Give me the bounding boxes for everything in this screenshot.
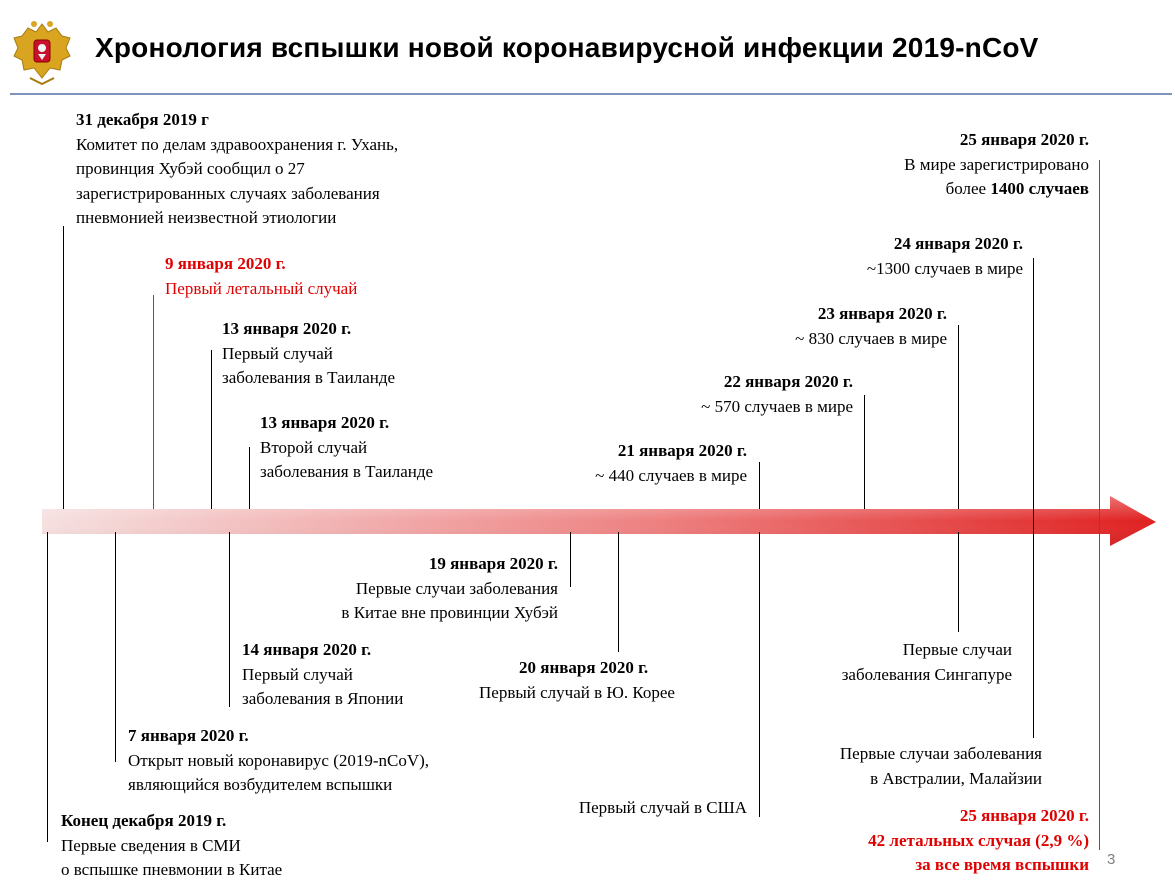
event-text: заболевания Сингапуре [841,664,1012,684]
event-date: 25 января 2020 г. [959,806,1089,825]
event-text: о вспышке пневмонии в Китае [61,860,283,879]
event-jan25-deaths [868,804,1089,878]
page-number: 3 [1107,851,1116,868]
event-text: Второй случай [260,437,368,457]
connector-line-red [1099,160,1100,850]
event-text-bold: 1400 случаев [990,179,1089,198]
event-jan14 [242,638,403,712]
event-jan24 [867,232,1023,281]
connector-line [249,447,250,509]
event-date: 20 января 2020 г. [519,658,649,677]
event-jan22 [701,370,853,419]
event-usa [579,796,747,821]
event-singapore [842,638,1012,687]
event-text: пневмонией неизвестной этиологии [76,208,337,227]
event-text: ~ 440 случаев в мире [595,465,747,485]
event-text: Первые случаи [902,640,1012,659]
event-text: Первый случай [242,664,353,684]
event-text: заболевания в Японии [242,689,404,708]
event-date: 14 января 2020 г. [242,640,372,659]
event-date: 25 января 2020 г. [959,130,1089,149]
connector-line [115,532,116,762]
event-text: Первые случаи заболевания [839,744,1042,763]
event-text [904,177,1089,202]
coat-of-arms-icon [10,18,74,86]
event-jan9 [165,252,357,301]
connector-line [618,532,619,652]
event-date: 21 января 2020 г. [617,441,747,460]
event-jan7 [128,724,429,798]
event-late-dec [61,809,282,883]
timeline-arrow [38,496,1158,548]
event-jan23 [795,302,947,351]
event-text: Комитет по делам здравоохранения г. Ухань, [76,134,399,154]
event-text: за все время вспышки [915,855,1089,874]
connector-line [570,532,571,587]
event-jan13-second [260,411,433,485]
event-text: являющийся возбудителем вспышки [128,775,393,794]
event-text: провинция Хубэй сообщил о 27 [76,159,305,178]
event-text: в Австралии, Малайзии [870,768,1042,788]
event-text: ~1300 случаев в мире [866,258,1023,278]
event-date: Конец декабря 2019 г. [61,811,227,830]
connector-line [63,226,64,509]
event-text: 42 летальных случая (2,9 %) [868,830,1089,850]
title-divider [10,93,1172,95]
event-text: Открыт новый коронавирус (2019-nCoV), [128,750,430,770]
event-text: Первый случай [222,343,333,363]
event-dec31 [76,108,398,231]
event-text: заболевания в Таиланде [222,368,396,387]
connector-line [958,325,959,509]
event-date: 22 января 2020 г. [723,372,853,391]
event-text: Первые сведения в СМИ [61,835,241,855]
connector-line-red [153,295,154,509]
event-jan20 [479,656,675,705]
event-date: 13 января 2020 г. [260,413,390,432]
event-jan13-first [222,317,395,391]
event-jan25-cases [904,128,1089,202]
event-date: 13 января 2020 г. [222,319,352,338]
event-text: Первые случаи заболевания [355,578,558,598]
event-text: В мире зарегистрировано [904,154,1089,174]
connector-line [759,532,760,817]
event-date: 7 января 2020 г. [128,726,249,745]
event-text: Первый случай в Ю. Корее [479,682,675,702]
event-date: 31 декабря 2019 г [76,110,209,129]
connector-line [864,395,865,509]
event-date: 23 января 2020 г. [817,304,947,323]
page-title: Хронология вспышки новой коронавирусной инфекции 2019-nCoV [95,32,1039,63]
connector-line [759,462,760,509]
event-date: 24 января 2020 г. [893,234,1023,253]
event-text: зарегистрированных случаях заболевания [76,183,380,203]
event-text: ~ 570 случаев в мире [701,396,853,416]
event-text: Первый случай в США [578,798,747,817]
event-text: заболевания в Таиланде [260,462,434,481]
event-jan21 [595,439,747,488]
connector-line [958,532,959,632]
event-text: ~ 830 случаев в мире [795,328,947,348]
event-text: в Китае вне провинции Хубэй [341,603,558,622]
event-text-prefix: более [945,179,991,198]
event-jan19 [341,552,558,626]
event-australia [840,742,1042,791]
connector-line [229,532,230,707]
connector-line [47,532,48,842]
event-date: 19 января 2020 г. [428,554,558,573]
connector-line [211,350,212,509]
connector-line [1033,258,1034,738]
event-date: 9 января 2020 г. [165,254,286,273]
event-text: Первый летальный случай [165,278,358,298]
